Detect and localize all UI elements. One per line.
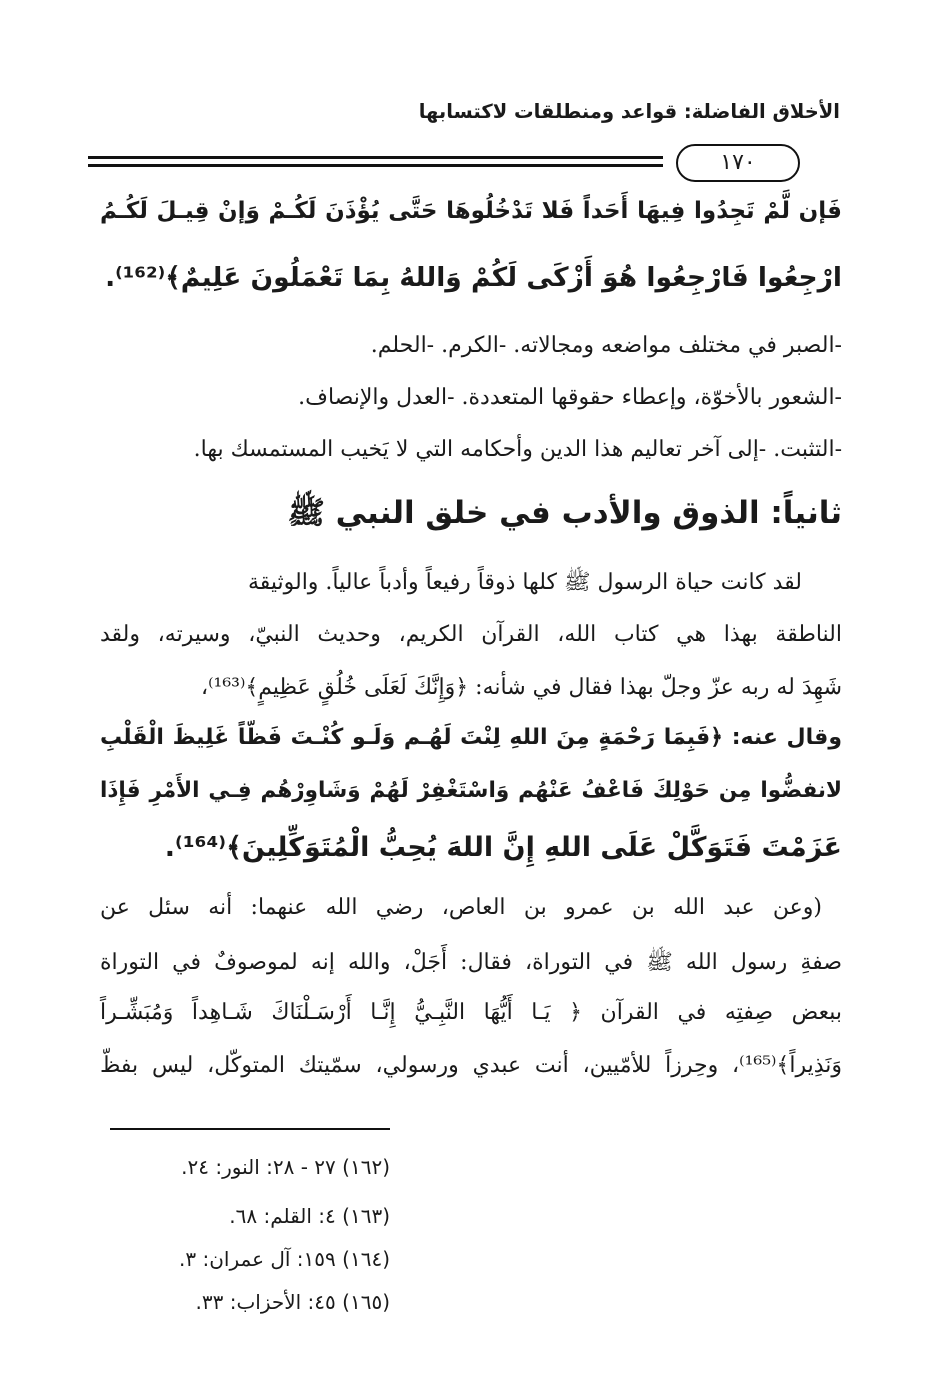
paragraph-line: صفةِ رسول الله ﷺ في التوراة، فقال: أَجَلْ، والله إنه لموصوفٌ في التوراة [100,950,842,975]
paragraph-line: ببعض صِفتِه في القرآن ﴿ يَـا أَيُّهَا النَّبِـيُّ إِنَّـا أَرْسَـلْنَاكَ شَـاهِداً وَمُبَشِّـراً [100,1000,842,1025]
header-rule [88,150,830,176]
paragraph-line: وَنَذِيراً﴾⁽¹⁶⁵⁾، وحِرزاً للأمّيين، أنت عبدي ورسولي، سمّيتك المتوكّل، ليس بفظّ [100,1053,842,1078]
bullet-line: -التثبت. -إلى آخر تعاليم هذا الدين وأحكامه التي لا يَخيب المستمسك بها. [193,437,842,462]
verse-line: فَإن لَّمْ تَجِدُوا فِيهَا أَحَداً فَلا تَدْخُلُوهَا حَتَّى يُؤْذَنَ لَكُـمْ وَإنْ قِيـلَ لَكُـمُ [100,198,842,224]
footnote-rule [110,1128,390,1130]
verse-line: وقال عنه: ﴿فَبِمَا رَحْمَةٍ مِنَ اللهِ لِنْتَ لَهُـم وَلَـو كُنْـتَ فَظّاً غَلِيظَ الْقَلْبِ [100,725,842,750]
section-heading: ثانياً: الذوق والأدب في خلق النبي ﷺ [287,495,842,531]
paragraph-line: شَهِدَ له ربه عزّ وجلّ بهذا فقال في شأنه: ﴿وَإِنَّكَ لَعَلَى خُلُقٍ عَظِيمٍ﴾⁽¹⁶³⁾، [201,675,842,700]
footnote: (١٦٢) ٢٧ - ٢٨: النور: ٢٤. [181,1155,390,1179]
bullet-line: -الشعور بالأخوّة، وإعطاء حقوقها المتعددة. -العدل والإنصاف. [298,385,842,410]
verse-line: عَزَمْتَ فَتَوَكَّلْ عَلَى اللهِ إِنَّ اللهَ يُحِبُّ الْمُتَوَكِّلِينَ﴾⁽¹⁶⁴⁾. [164,832,842,863]
paragraph-line: (وعن عبد الله بن عمرو بن العاص، رضي الله عنهما: أنه سئل عن [100,895,822,920]
header-rule-line [88,156,663,159]
verse-line: ارْجِعُوا فَارْجِعُوا هُوَ أَزْكَى لَكُمْ وَاللهُ بِمَا تَعْمَلُونَ عَلِيمٌ﴾⁽¹⁶²⁾. [105,262,842,293]
verse-line: لانفضُّوا مِن حَوْلِكَ فَاعْفُ عَنْهُم وَاسْتَغْفِرْ لَهُمْ وَشَاوِرْهُم فِـي الأَمْرِ فَإِذَا [100,778,842,803]
page-number: ١٧٠ [676,144,800,182]
footnote: (١٦٣) ٤: القلم: ٦٨. [229,1204,390,1228]
bullet-line: -الصبر في مختلف مواضعه ومجالاته. -الكرم. -الحلم. [370,333,842,358]
footnote: (١٦٥) ٤٥: الأحزاب: ٣٣. [195,1290,390,1314]
paragraph-line: الناطقة بهذا هي كتاب الله، القرآن الكريم، وحديث النبيّ، وسيرته، ولقد [100,622,842,647]
running-head: الأخلاق الفاضلة: قواعد ومنطلقات لاكتسابها [418,100,840,123]
paragraph-line: لقد كانت حياة الرسول ﷺ كلها ذوقاً رفيعاً وأدباً عالياً. والوثيقة [247,570,802,595]
footnote: (١٦٤) ١٥٩: آل عمران: ٣. [179,1247,390,1271]
header-rule-line [88,164,663,167]
